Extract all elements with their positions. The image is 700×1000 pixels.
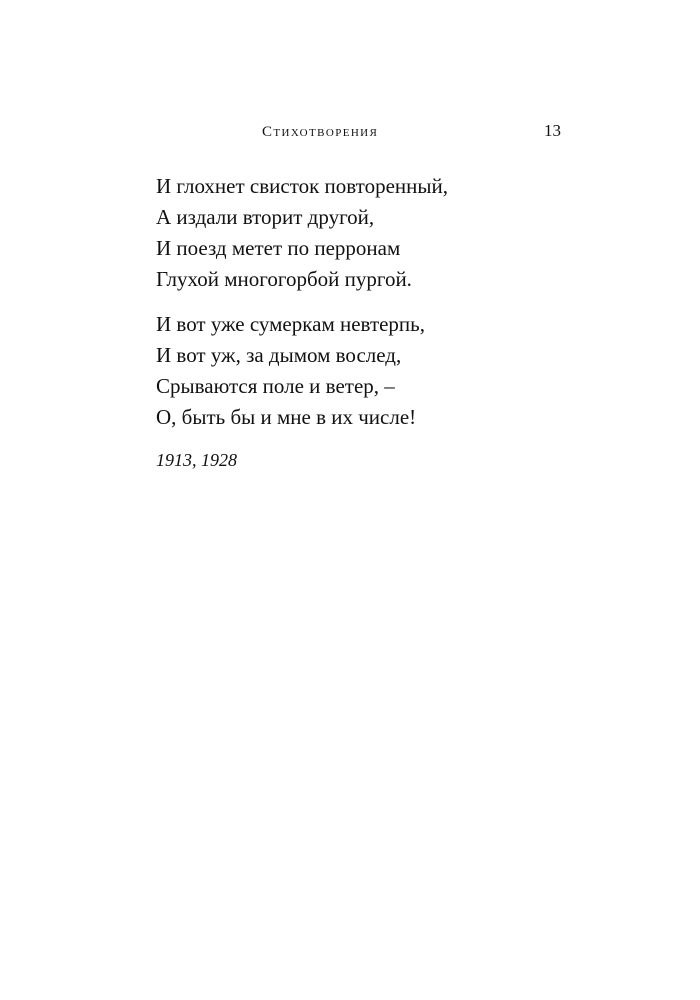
poem-line: И вот уже сумеркам невтерпь,: [156, 312, 426, 336]
poem: [156, 171, 576, 473]
poem-line: И глохнет свисток повторенный,: [156, 174, 448, 198]
poem-line: Глухой многогорбой пургой.: [156, 267, 412, 291]
running-title: Стихотворения: [262, 124, 379, 140]
poem-line: А издали вторит другой,: [156, 205, 375, 229]
poem-line: И поезд метет по перронам: [156, 236, 401, 260]
poem-date: 1913, 1928: [156, 450, 237, 470]
poem-line: О, быть бы и мне в их числе!: [156, 405, 417, 429]
page-number: 13: [544, 121, 561, 140]
poem-line: И вот уж, за дымом вослед,: [156, 343, 402, 367]
stanza-2: [156, 309, 576, 433]
stanza-1: [156, 171, 576, 295]
poem-line: Срываются поле и ветер, –: [156, 374, 395, 398]
running-head: [0, 121, 700, 143]
